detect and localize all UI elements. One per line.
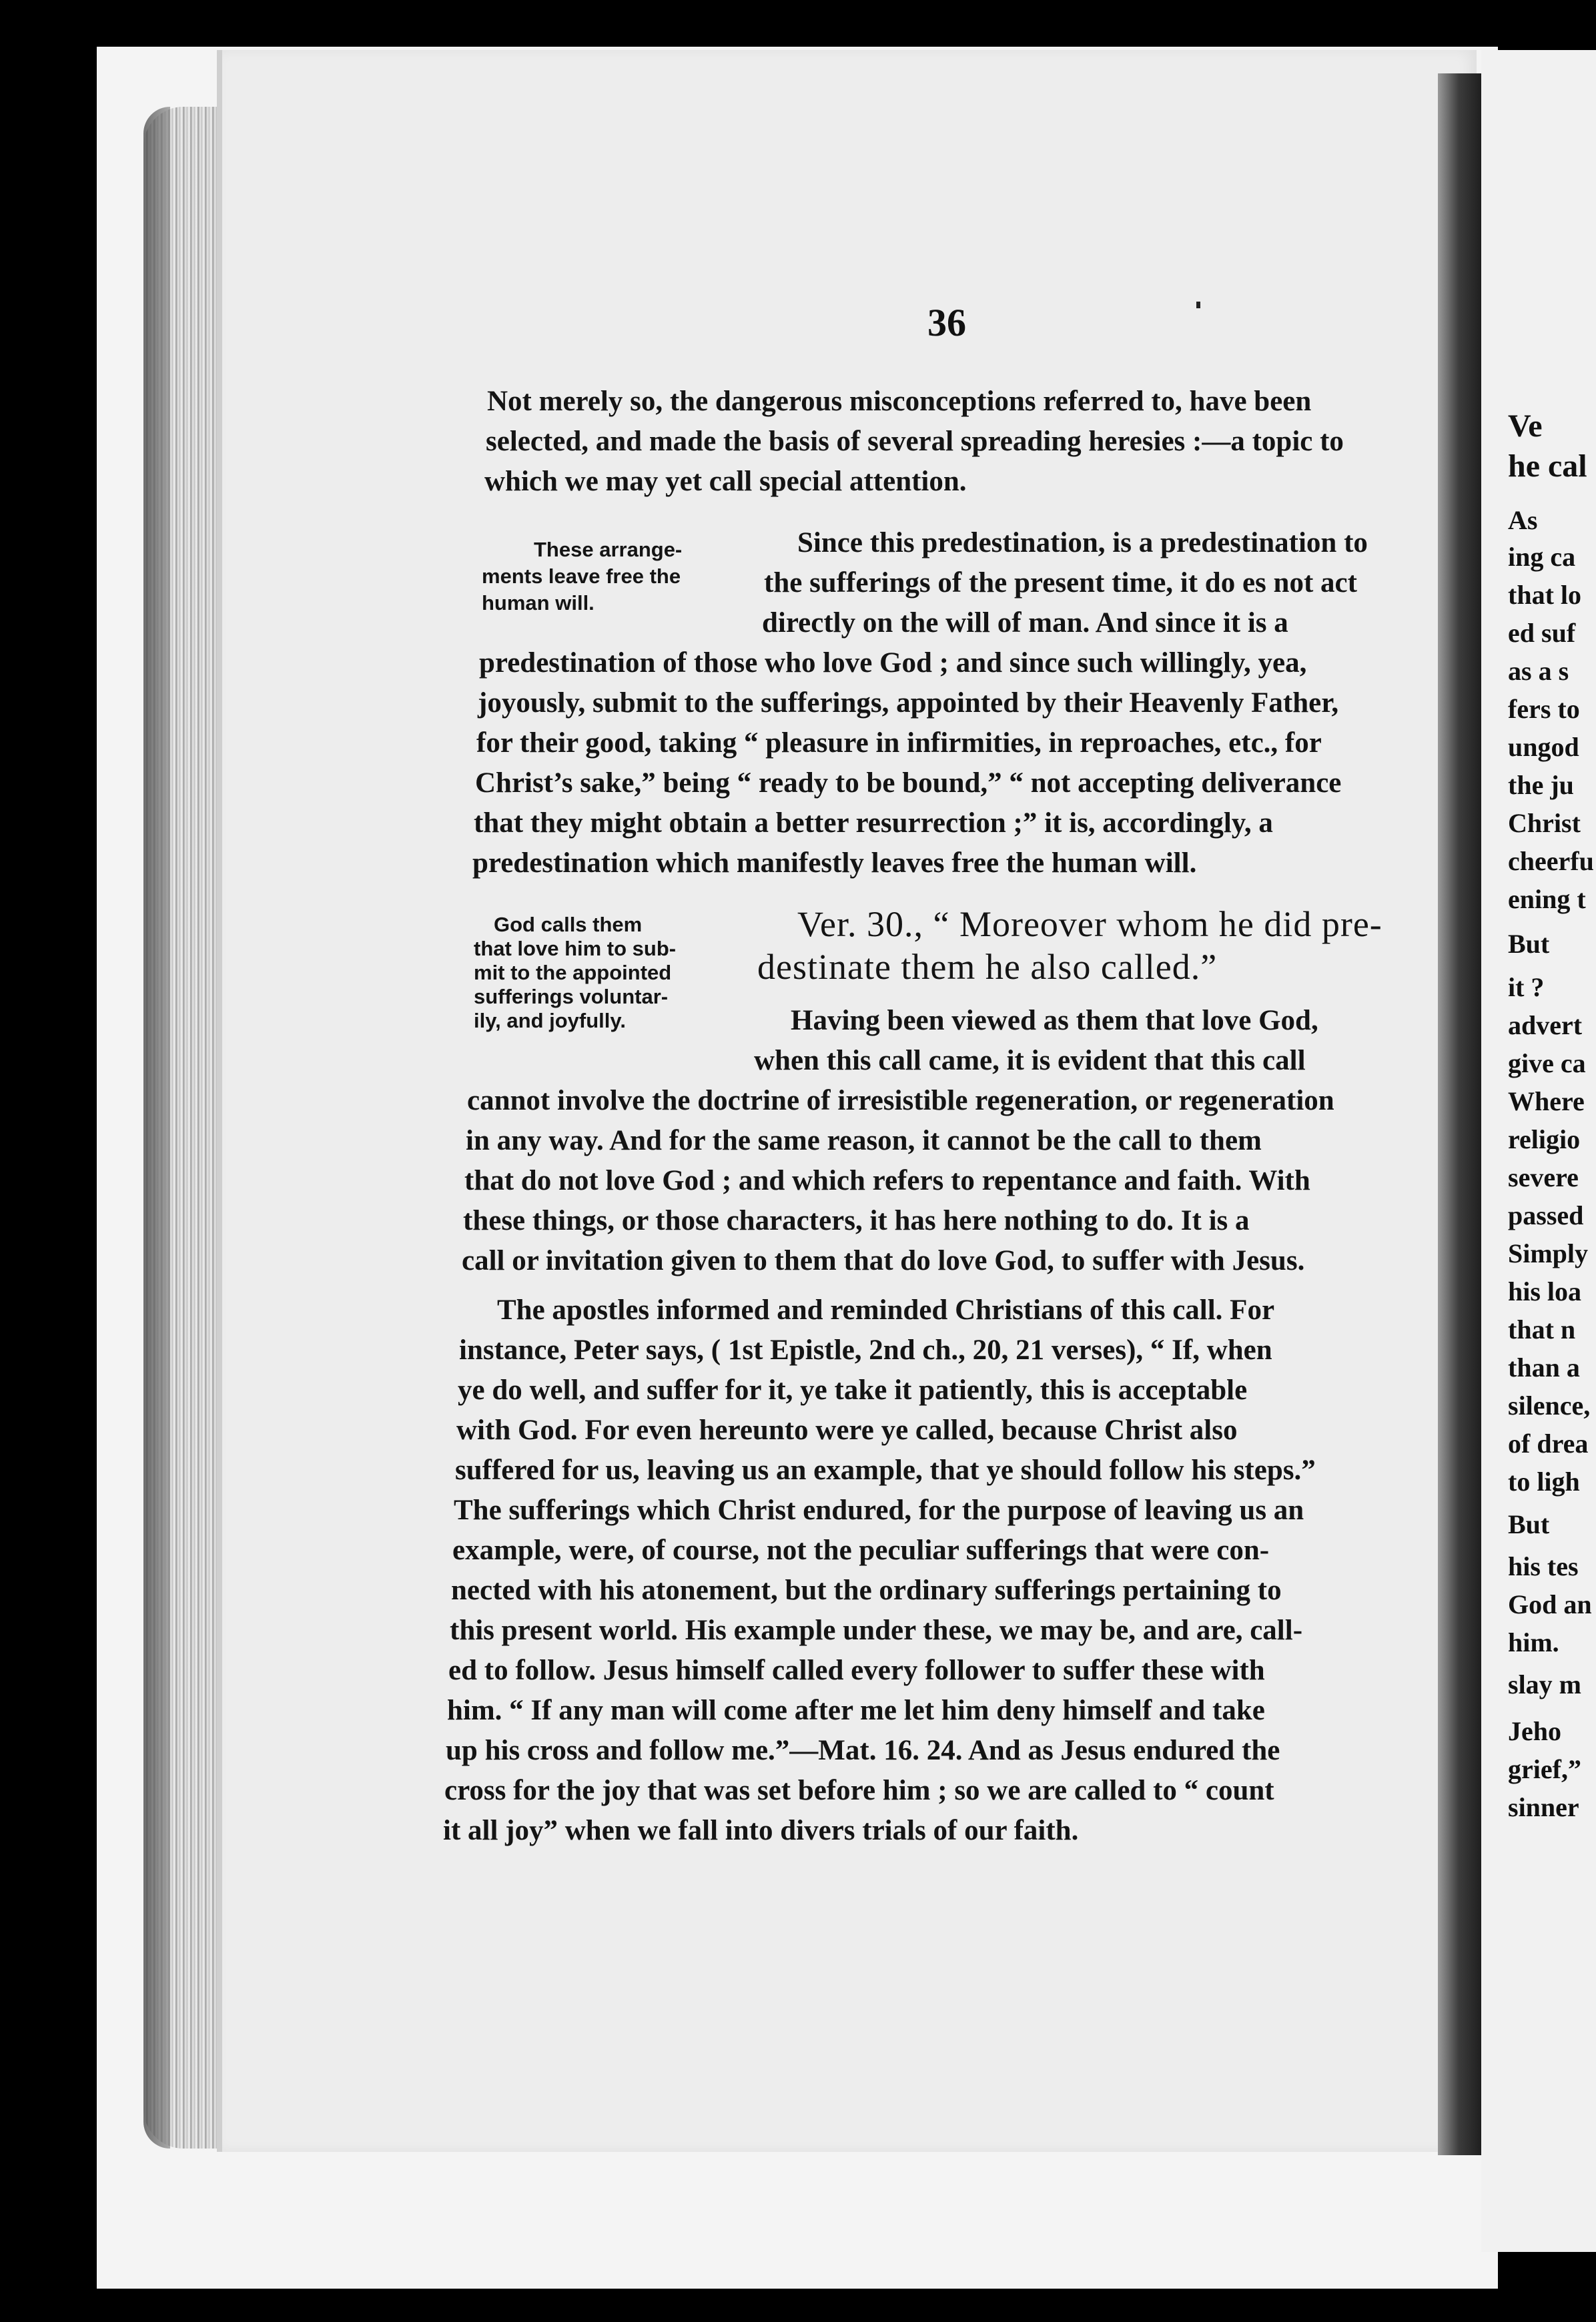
text-line: the sufferings of the present time, it do es not act: [764, 567, 1357, 599]
facing-page-line: Jeho: [1508, 1716, 1561, 1746]
text-line: The apostles informed and reminded Christians of this call. For: [497, 1294, 1275, 1326]
margin-note-line: These arrange-: [534, 538, 683, 561]
facing-page-line: that lo: [1508, 580, 1581, 610]
text-line: predestination which manifestly leaves free the human will.: [472, 847, 1197, 879]
facing-page-line: Simply: [1508, 1238, 1589, 1268]
text-line: that they might obtain a better resurrection ;” it is, accordingly, a: [474, 807, 1273, 839]
facing-page-line: his tes: [1508, 1551, 1579, 1581]
text-line: up his cross and follow me.”—Mat. 16. 24. And as Jesus endured the: [446, 1735, 1280, 1766]
facing-page-line: he cal: [1508, 448, 1587, 484]
page-edge-shadow: [143, 107, 170, 2149]
text-line: that do not love God ; and which refers to repentance and faith. With: [464, 1165, 1310, 1196]
verse-heading-line: Ver. 30., “ Moreover whom he did pre-: [797, 904, 1382, 944]
facing-page-line: that n: [1508, 1314, 1576, 1344]
text-line: suffered for us, leaving us an example, that ye should follow his steps.”: [455, 1455, 1316, 1486]
text-line: joyously, submit to the sufferings, appointed by their Heavenly Father,: [478, 687, 1339, 719]
text-line: it all joy” when we fall into divers trials of our faith.: [443, 1815, 1079, 1846]
facing-page-line: Where: [1508, 1086, 1585, 1116]
book-gutter-shadow: [1438, 73, 1485, 2155]
facing-page-line: religio: [1508, 1124, 1581, 1154]
text-line: this present world. His example under these, we may be, and are, call-: [450, 1615, 1303, 1646]
facing-page-line: to ligh: [1508, 1467, 1580, 1497]
page-number: 36: [927, 301, 966, 344]
facing-page-line: God an: [1508, 1589, 1592, 1619]
margin-note-line: mit to the appointed: [474, 961, 672, 984]
margin-note-line: God calls them: [494, 913, 643, 936]
text-line: which we may yet call special attention.: [484, 466, 967, 497]
facing-page-line: But: [1508, 1509, 1550, 1539]
facing-page-line: than a: [1508, 1352, 1580, 1383]
facing-page-line: give ca: [1508, 1048, 1586, 1078]
facing-page-line: the ju: [1508, 770, 1574, 800]
text-line: these things, or those characters, it has here nothing to do. It is a: [463, 1205, 1250, 1236]
facing-page-line: grief,”: [1508, 1754, 1581, 1784]
facing-page-line: ed suf: [1508, 618, 1576, 648]
text-line: ed to follow. Jesus himself called every follower to suffer these with: [448, 1655, 1265, 1686]
margin-note-line: sufferings voluntar-: [474, 985, 669, 1008]
text-line: nected with his atonement, but the ordinary sufferings pertaining to: [451, 1575, 1282, 1606]
facing-page-line: as a s: [1508, 656, 1569, 686]
facing-page-line: his loa: [1508, 1276, 1582, 1306]
facing-page-line: cheerfu: [1508, 846, 1594, 876]
facing-page-line: sinner: [1508, 1792, 1579, 1822]
text-line: selected, and made the basis of several spreading heresies :—a topic to: [486, 426, 1344, 457]
facing-page-line: Ve: [1508, 408, 1543, 444]
facing-page-line: But: [1508, 929, 1550, 959]
text-line: ye do well, and suffer for it, ye take it patiently, this is acceptable: [458, 1375, 1248, 1406]
verse-heading-line: destinate them he also called.”: [757, 947, 1218, 987]
text-line: with God. For even hereunto were ye called, because Christ also: [456, 1415, 1238, 1446]
facing-page-line: slay m: [1508, 1669, 1581, 1699]
facing-page-line: passed: [1508, 1200, 1584, 1230]
text-line: instance, Peter says, ( 1st Epistle, 2nd ch., 20, 21 verses), “ If, when: [459, 1334, 1272, 1366]
margin-note-line: human will.: [482, 591, 594, 615]
facing-page-line: of drea: [1508, 1429, 1589, 1459]
facing-page-line: ing ca: [1508, 542, 1576, 572]
text-line: for their good, taking “ pleasure in infirmities, in reproaches, etc., for: [476, 727, 1322, 759]
facing-page-line: fers to: [1508, 694, 1580, 724]
text-line: call or invitation given to them that do love God, to suffer with Jesus.: [462, 1245, 1305, 1276]
facing-page-line: it ?: [1508, 972, 1545, 1002]
text-line: Not merely so, the dangerous misconceptions referred to, have been: [487, 386, 1312, 417]
facing-page-line: Christ: [1508, 808, 1581, 838]
text-line: in any way. And for the same reason, it cannot be the call to them: [466, 1125, 1262, 1156]
facing-page-line: silence,: [1508, 1391, 1591, 1421]
margin-note-line: that love him to sub-: [474, 937, 677, 960]
text-line: when this call came, it is evident that this call: [754, 1045, 1306, 1076]
facing-page-line: ungod: [1508, 732, 1579, 762]
text-line: predestination of those who love God ; and since such willingly, yea,: [479, 647, 1307, 679]
margin-note-line: ments leave free the: [482, 564, 681, 588]
facing-page-line: ening t: [1508, 884, 1586, 914]
text-line: Christ’s sake,” being “ ready to be bound,” “ not accepting deliverance: [475, 767, 1342, 799]
facing-page-line: As: [1508, 505, 1538, 535]
text-line: cannot involve the doctrine of irresistible regeneration, or regeneration: [467, 1085, 1334, 1116]
text-line: Since this predestination, is a predestination to: [797, 527, 1368, 558]
facing-page-line: severe: [1508, 1162, 1579, 1192]
ink-speck: [1196, 302, 1200, 308]
facing-page: [1481, 50, 1596, 2252]
text-line: him. “ If any man will come after me let him deny himself and take: [447, 1695, 1265, 1726]
text-line: directly on the will of man. And since it is a: [762, 607, 1288, 639]
text-line: example, were, of course, not the peculiar sufferings that were con-: [452, 1535, 1270, 1566]
facing-page-line: him.: [1508, 1627, 1559, 1657]
text-line: The sufferings which Christ endured, for the purpose of leaving us an: [454, 1495, 1304, 1526]
margin-note-line: ily, and joyfully.: [474, 1009, 626, 1032]
text-line: Having been viewed as them that love God,: [791, 1005, 1318, 1036]
text-line: cross for the joy that was set before him ; so we are called to “ count: [444, 1775, 1274, 1806]
facing-page-line: advert: [1508, 1010, 1583, 1040]
